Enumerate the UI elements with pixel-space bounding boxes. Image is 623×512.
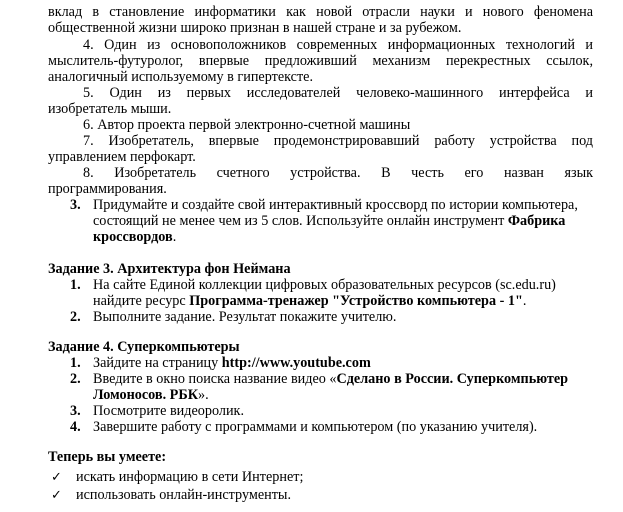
clue-7-line-2: управлением перфокарт. [48, 149, 196, 165]
intro-line-2: общественной жизни широко признан в нашей стране и за рубежом. [48, 20, 462, 36]
clue-6-line-1: 6. Автор проекта первой электронно-счетной машины [83, 117, 411, 133]
task4-item-1-line-1: Зайдите на страницу http://www.youtube.com [93, 355, 371, 371]
summary-check-1: искать информацию в сети Интернет; [76, 469, 304, 485]
task4-heading: Задание 4. Суперкомпьютеры [48, 339, 240, 355]
task4-item-2-line-2: Ломоносов. РБК». [93, 387, 209, 403]
checkmark-icon: ✓ [51, 488, 62, 503]
task2-item-3-line-2: состоящий не менее чем из 5 слов. Используйте онлайн инструмент Фабрика [93, 213, 566, 229]
clue-8-line-1: 8. Изобретатель счетного устройства. В честь его назван язык [83, 165, 593, 181]
task2-item-3-line-1: Придумайте и создайте свой интерактивный кроссворд по истории компьютера, [93, 197, 578, 213]
task4-item-4-line-1: Завершите работу с программами и компьютером (по указанию учителя). [93, 419, 538, 435]
intro-line-1: вклад в становление информатики как новой отрасли науки и нового феномена [48, 4, 593, 20]
task4-item-2-line-1: Введите в окно поиска название видео «Сделано в России. Суперкомпьютер [93, 371, 569, 387]
task3-heading: Задание 3. Архитектура фон Неймана [48, 261, 291, 277]
summary-heading: Теперь вы умеете: [48, 449, 167, 465]
task4-item-3-line-1: Посмотрите видеоролик. [93, 403, 244, 419]
summary-check-2: использовать онлайн-инструменты. [76, 487, 292, 503]
task4-item-4-number: 4. [70, 419, 81, 435]
task3-item-2-line-1: Выполните задание. Результат покажите учителю. [93, 309, 397, 325]
task3-item-1-number: 1. [70, 277, 81, 293]
clue-8-line-2: программирования. [48, 181, 167, 197]
clue-7-line-1: 7. Изобретатель, впервые продемонстрировавший работу устройства под [83, 133, 594, 149]
clue-5-line-1: 5. Один из первых исследователей человеко-машинного интерфейса и [83, 85, 594, 101]
task2-item-3-line-3: кроссвордов. [93, 229, 177, 245]
task3-item-2-number: 2. [70, 309, 81, 325]
task4-item-1-number: 1. [70, 355, 81, 371]
task3-item-1-line-1: На сайте Единой коллекции цифровых образовательных ресурсов (sc.edu.ru) [93, 277, 556, 293]
clue-5-line-2: изобретатель мыши. [48, 101, 172, 117]
task3-item-1-line-2: найдите ресурс Программа-тренажер "Устройство компьютера - 1". [93, 293, 527, 309]
task2-item-3-number: 3. [70, 197, 81, 213]
task4-item-3-number: 3. [70, 403, 81, 419]
task4-item-2-number: 2. [70, 371, 81, 387]
clue-4-line-3: аналогичный используемому в гипертексте. [48, 69, 313, 85]
clue-4-line-1: 4. Один из основоположников современных информационных технологий и [83, 37, 594, 53]
checkmark-icon: ✓ [51, 470, 62, 485]
clue-4-line-2: мыслитель-футуролог, впервые предложивший механизм перекрестных ссылок, [48, 53, 593, 69]
